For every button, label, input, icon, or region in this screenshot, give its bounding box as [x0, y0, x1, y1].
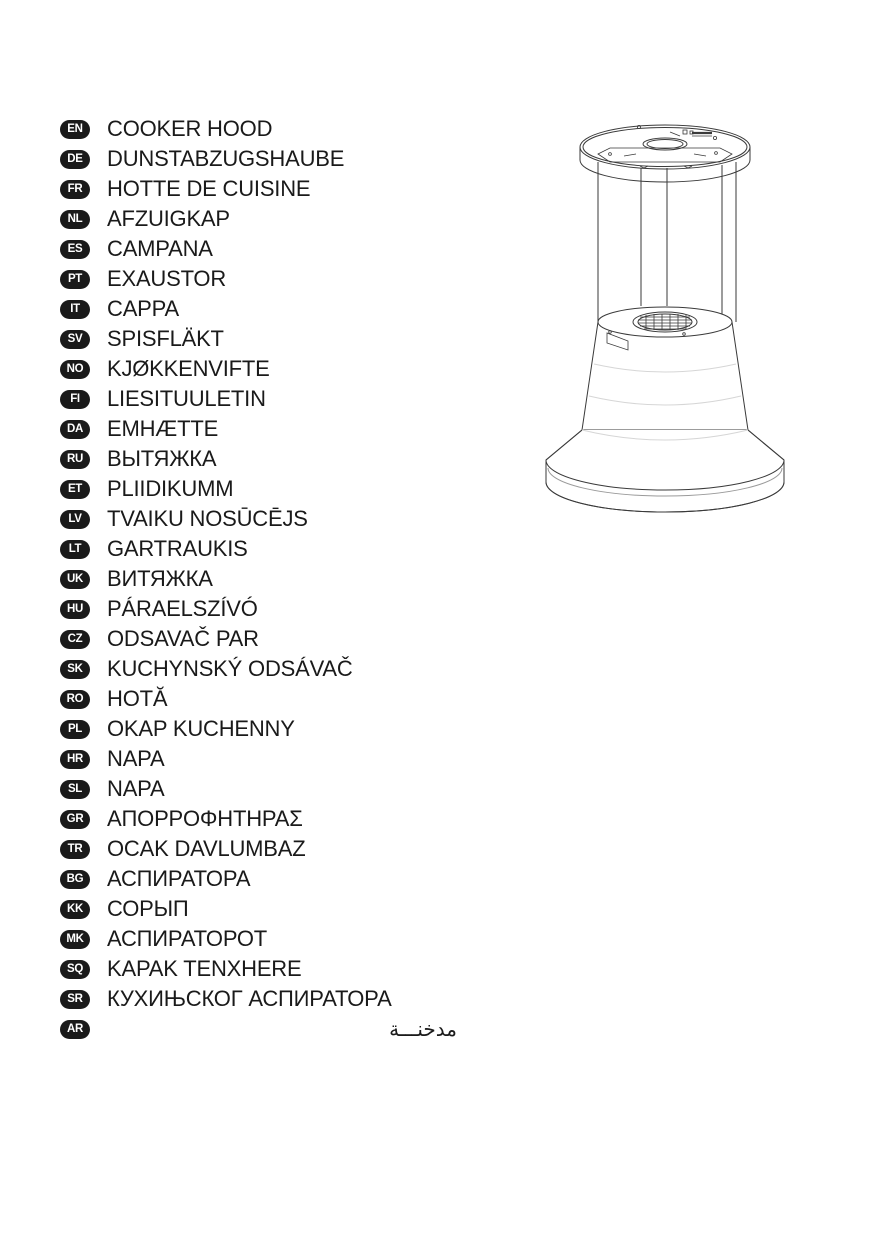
lang-label-tr: OCAK DAVLUMBAZ	[107, 836, 306, 861]
lang-label-lt: GARTRAUKIS	[107, 536, 248, 561]
lang-row-sl	[60, 774, 460, 804]
lang-label-et: PLIIDIKUMM	[107, 476, 234, 501]
lang-row-hu	[60, 594, 460, 624]
lang-row-pt	[60, 264, 460, 294]
suspension-cables	[598, 162, 736, 322]
lang-badge-pt: PT	[60, 270, 90, 289]
lang-row-fr	[60, 174, 460, 204]
ceiling-plate	[580, 125, 750, 182]
lang-badge-hr: HR	[60, 750, 90, 769]
lang-label-en: COOKER HOOD	[107, 116, 273, 141]
lang-badge-et: ET	[60, 480, 90, 499]
hood-base-ring	[546, 430, 784, 512]
lang-label-it: CAPPA	[107, 296, 179, 321]
lang-badge-lt: LT	[60, 540, 90, 559]
lang-row-lt	[60, 534, 460, 564]
lang-label-nl: AFZUIGKAP	[107, 206, 230, 231]
lang-row-es	[60, 234, 460, 264]
lang-label-ro: HOTĂ	[107, 686, 168, 711]
lang-badge-sq: SQ	[60, 960, 90, 979]
lang-row-cz	[60, 624, 460, 654]
lang-badge-sv: SV	[60, 330, 90, 349]
lang-badge-pl: PL	[60, 720, 90, 739]
lang-badge-mk: MK	[60, 930, 90, 949]
lang-row-hr	[60, 744, 460, 774]
lang-badge-lv: LV	[60, 510, 90, 529]
lang-row-de	[60, 144, 460, 174]
lang-row-nl	[60, 204, 460, 234]
lang-badge-fi: FI	[60, 390, 90, 409]
lang-badge-it: IT	[60, 300, 90, 319]
lang-label-ru: ВЫТЯЖКА	[107, 446, 217, 471]
lang-badge-fr: FR	[60, 180, 90, 199]
lang-row-lv	[60, 504, 460, 534]
lang-label-bg: АСПИРАТОРА	[107, 866, 251, 891]
lang-badge-ro: RO	[60, 690, 90, 709]
lang-row-sq	[60, 954, 460, 984]
lang-badge-kk: KK	[60, 900, 90, 919]
lang-badge-da: DA	[60, 420, 90, 439]
lang-badge-de: DE	[60, 150, 90, 169]
lang-label-hu: PÁRAELSZÍVÓ	[107, 596, 258, 621]
lang-row-ru	[60, 444, 460, 474]
lang-label-lv: TVAIKU NOSŪCĒJS	[107, 506, 308, 531]
lang-row-mk	[60, 924, 460, 954]
lang-label-pl: OKAP KUCHENNY	[107, 716, 295, 741]
lang-badge-cz: CZ	[60, 630, 90, 649]
lang-row-ro	[60, 684, 460, 714]
lang-row-it	[60, 294, 460, 324]
lang-badge-hu: HU	[60, 600, 90, 619]
cooker-hood-illustration	[540, 110, 790, 540]
lang-badge-tr: TR	[60, 840, 90, 859]
lang-label-sr: КУХИЊСКОГ АСПИРАТОРА	[107, 986, 392, 1011]
lang-label-de: DUNSTABZUGSHAUBE	[107, 146, 345, 171]
lang-row-no	[60, 354, 460, 384]
lang-row-en	[60, 114, 460, 144]
lang-label-ar: مدخنـــة	[389, 1017, 457, 1041]
lang-badge-no: NO	[60, 360, 90, 379]
lang-badge-gr: GR	[60, 810, 90, 829]
lang-label-cz: ODSAVAČ PAR	[107, 626, 259, 651]
lang-badge-sk: SK	[60, 660, 90, 679]
lang-row-gr	[60, 804, 460, 834]
lang-badge-en: EN	[60, 120, 90, 139]
lang-label-es: CAMPANA	[107, 236, 213, 261]
lang-row-fi	[60, 384, 460, 414]
lang-label-fr: HOTTE DE CUISINE	[107, 176, 311, 201]
lang-row-sk	[60, 654, 460, 684]
cooker-hood-drawing	[540, 110, 790, 540]
lang-row-ar	[60, 1014, 460, 1044]
lang-label-hr: NAPA	[107, 746, 165, 771]
lang-label-fi: LIESITUULETIN	[107, 386, 266, 411]
lang-label-sk: KUCHYNSKÝ ODSÁVAČ	[107, 656, 353, 681]
lang-label-mk: АСПИРАТОРОТ	[107, 926, 267, 951]
lang-row-sr	[60, 984, 460, 1014]
hood-body	[582, 307, 748, 430]
lang-badge-es: ES	[60, 240, 90, 259]
lang-row-sv	[60, 324, 460, 354]
lang-badge-ar: AR	[60, 1020, 90, 1039]
lang-badge-bg: BG	[60, 870, 90, 889]
lang-label-pt: EXAUSTOR	[107, 266, 227, 291]
lang-badge-ru: RU	[60, 450, 90, 469]
lang-badge-uk: UK	[60, 570, 90, 589]
lang-badge-sr: SR	[60, 990, 90, 1009]
language-list	[60, 114, 460, 1044]
lang-row-pl	[60, 714, 460, 744]
lang-label-uk: ВИТЯЖКА	[107, 566, 213, 591]
lang-label-da: EMHÆTTE	[107, 416, 219, 441]
lang-row-kk	[60, 894, 460, 924]
lang-row-da	[60, 414, 460, 444]
lang-row-uk	[60, 564, 460, 594]
lang-label-gr: ΑΠΟΡΡΟΦΗΤΗΡΑΣ	[107, 806, 303, 831]
lang-label-no: KJØKKENVIFTE	[107, 356, 270, 381]
lang-badge-nl: NL	[60, 210, 90, 229]
lang-label-sl: NAPA	[107, 776, 165, 801]
lang-row-tr	[60, 834, 460, 864]
lang-label-sv: SPISFLÄKT	[107, 326, 224, 351]
lang-row-bg	[60, 864, 460, 894]
lang-label-sq: KAPAK TENXHERE	[107, 956, 302, 981]
lang-row-et	[60, 474, 460, 504]
lang-label-kk: СОРЫП	[107, 896, 189, 921]
lang-badge-sl: SL	[60, 780, 90, 799]
